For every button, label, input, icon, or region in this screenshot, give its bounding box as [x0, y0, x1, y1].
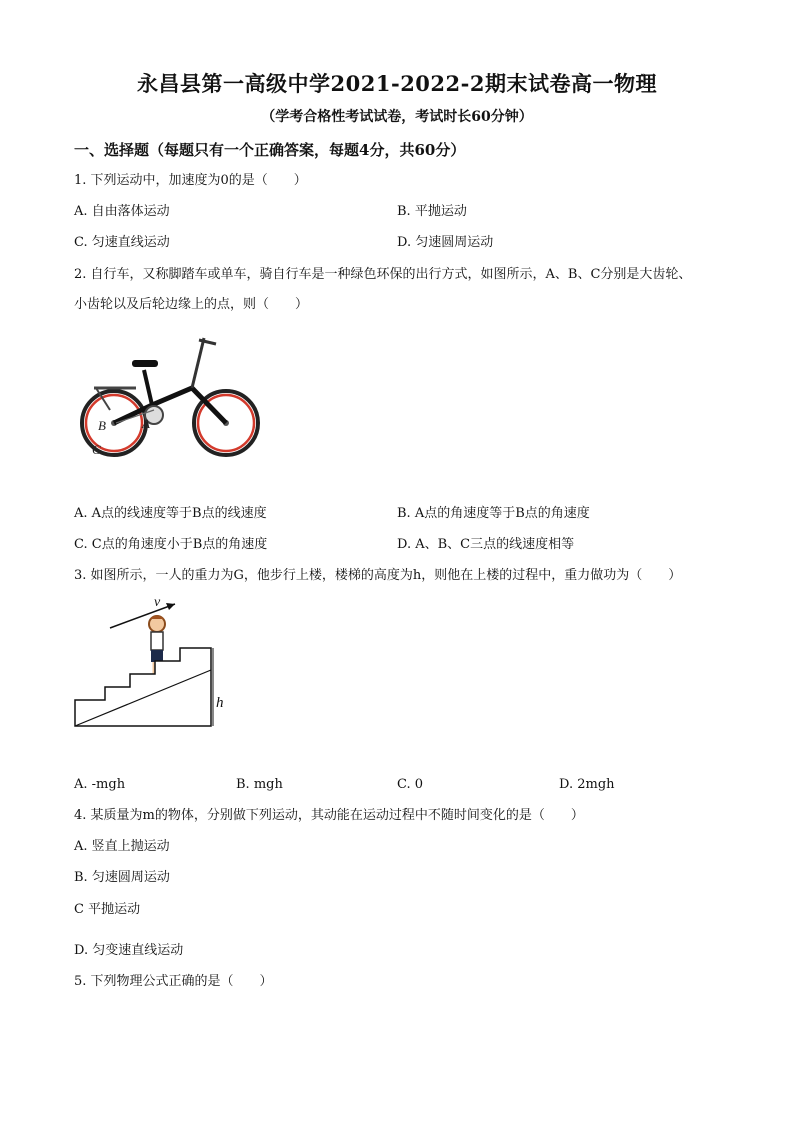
q1-stem: 1. 下列运动中，加速度为0的是（ ）: [74, 173, 307, 188]
bicycle-figure: [74, 330, 254, 460]
q1-option-a: A. 自由落体运动: [74, 204, 170, 219]
q4-option-a: A. 竖直上抛运动: [74, 839, 170, 854]
q3-stem: 3. 如图所示，一人的重力为G，他步行上楼，楼梯的高度为h，则他在上楼的过程中，重力做功为（ ）: [74, 568, 682, 583]
q2-option-b: B. A点的角速度等于B点的角速度: [397, 506, 590, 521]
q1-option-c: C. 匀速直线运动: [74, 235, 170, 250]
label-h: h: [216, 695, 224, 711]
q3-option-b: B. mgh: [236, 777, 283, 792]
q1-option-d: D. 匀速圆周运动: [397, 235, 494, 250]
q5-stem: 5. 下列物理公式正确的是（ ）: [74, 974, 273, 989]
label-b: B: [98, 418, 106, 433]
page-subtitle: （学考合格性考试试卷，考试时长60分钟）: [261, 109, 533, 125]
stairs: [75, 648, 211, 726]
q4-option-b: B. 匀速圆周运动: [74, 870, 170, 885]
q4-option-d: D. 匀变速直线运动: [74, 943, 184, 958]
label-a: A: [142, 416, 150, 431]
staircase-figure: [70, 592, 250, 737]
q1-option-b: B. 平抛运动: [397, 204, 467, 219]
q3-option-d: D. 2mgh: [559, 777, 615, 792]
q4-stem: 4. 某质量为m的物体，分别做下列运动，其动能在运动过程中不随时间变化的是（ ）: [74, 808, 584, 823]
q2-option-a: A. A点的线速度等于B点的线速度: [74, 506, 267, 521]
label-c: C: [92, 442, 101, 457]
q2-option-c: C. C点的角速度小于B点的角速度: [74, 537, 268, 552]
section-heading: 一、选择题（每题只有一个正确答案，每题4分，共60分）: [74, 141, 466, 159]
q2-stem-line1: 2. 自行车，又称脚踏车或单车，骑自行车是一种绿色环保的出行方式，如图所示，A、B、C分别是大齿轮、: [74, 267, 692, 282]
q2-option-d: D. A、B、C三点的线速度相等: [397, 537, 575, 552]
q4-option-c: C 平抛运动: [74, 902, 141, 917]
q2-stem-line2: 小齿轮以及后轮边缘上的点，则（ ）: [74, 297, 309, 312]
page-title: 永昌县第一高级中学2021-2022-2期末试卷高一物理: [137, 71, 657, 96]
q3-option-a: A. -mgh: [74, 777, 126, 792]
height-marker: [213, 648, 224, 726]
label-v: v: [154, 595, 161, 610]
q3-option-c: C. 0: [397, 777, 424, 792]
